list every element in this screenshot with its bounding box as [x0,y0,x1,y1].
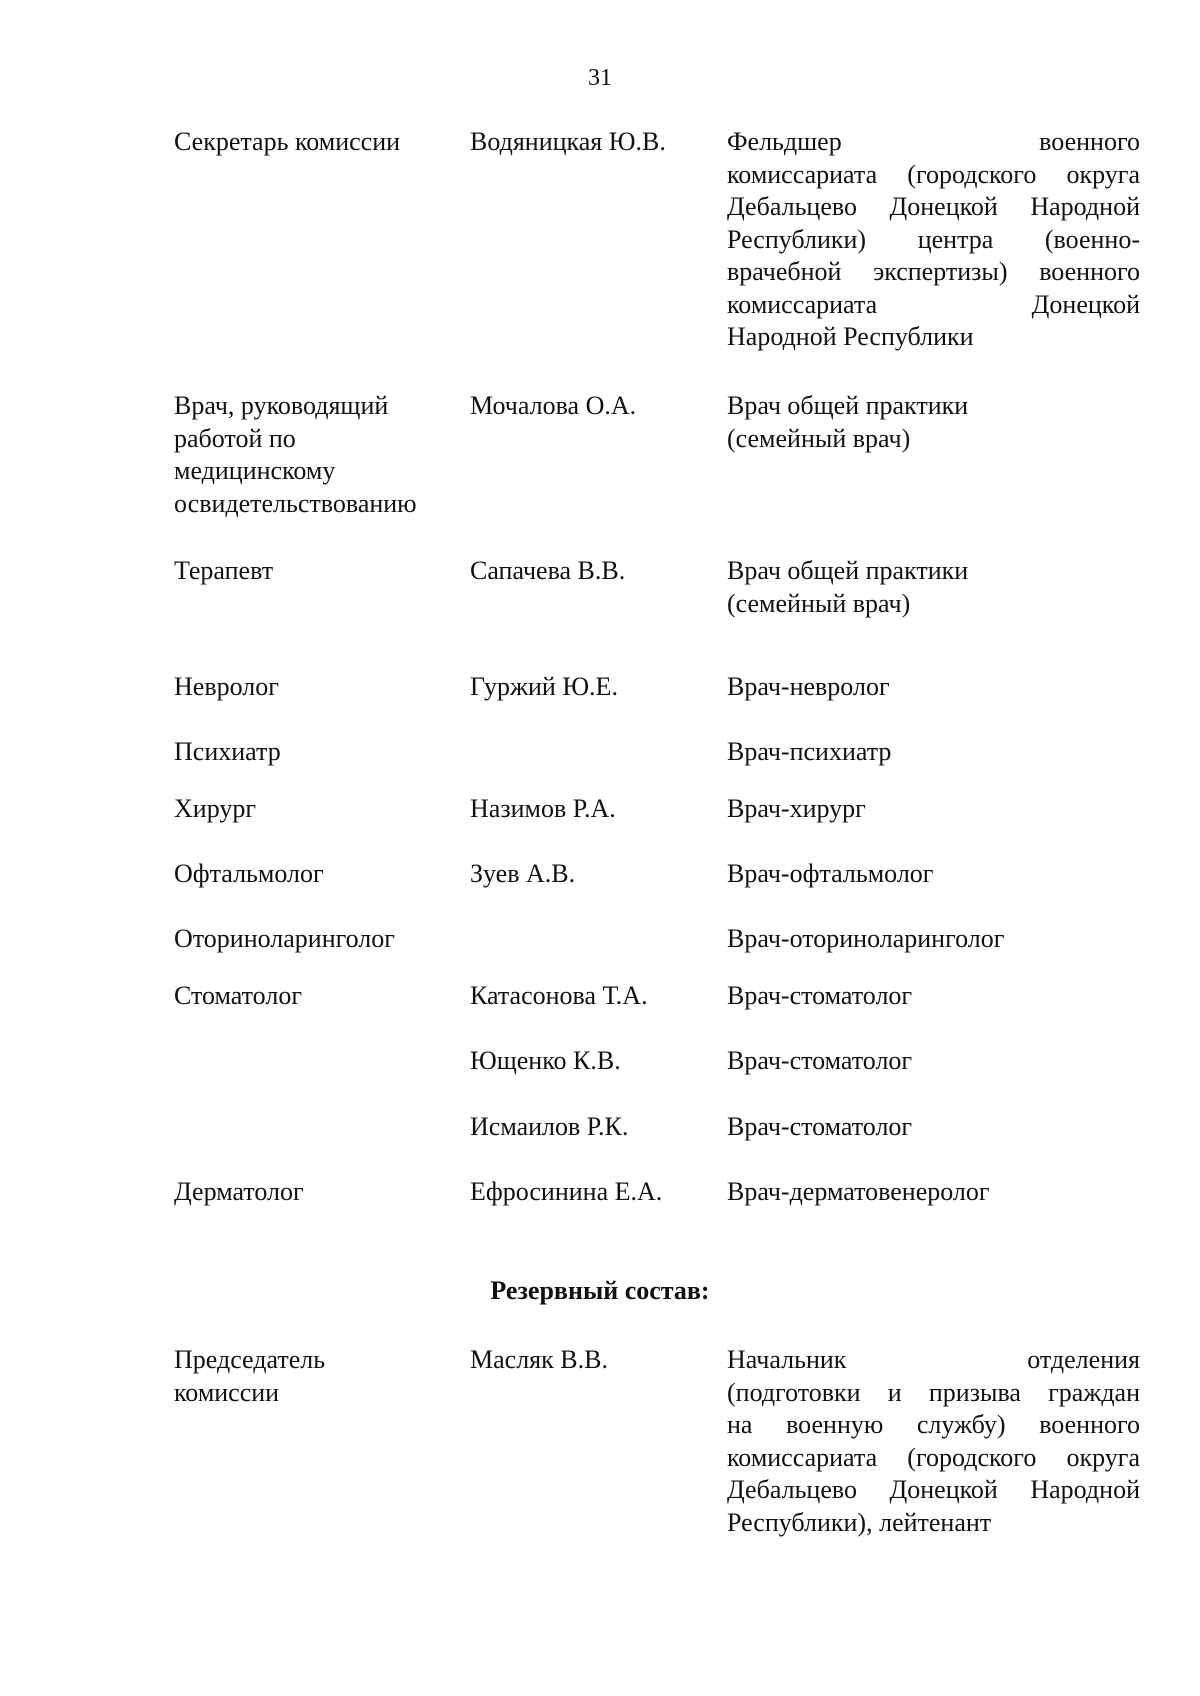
table-row [174,390,1140,520]
position-line: (семейный врач) [727,423,911,453]
role-line: Оториноларинголог [174,924,395,953]
member-name [470,923,727,956]
table-row [174,1176,1140,1209]
role-line: комиссии [174,1377,280,1407]
position-line: Врач общей практики [727,556,969,585]
position-line: Врач общей практики [727,391,969,420]
position-cell [727,793,1140,826]
position-line: Республики) центра (военно- [727,224,1140,254]
position-cell [727,1045,1140,1078]
position-cell [727,980,1140,1013]
member-name: Сапачева В.В. [470,556,626,585]
role-cell [174,1176,470,1209]
position-cell [727,671,1140,704]
table-row [174,793,1140,826]
role-line: Дерматолог [174,1177,304,1206]
position-line: Врач-стоматолог [727,1046,913,1075]
table-row [174,1344,1140,1539]
role-line: Стоматолог [174,981,302,1010]
position-line: Врач-дерматовенеролог [727,1177,990,1206]
position-cell [727,555,1140,620]
table-row [174,1111,1140,1144]
table-row [174,980,1140,1013]
position-line: Врач-хирург [727,794,866,823]
role-cell [174,736,470,769]
role-line: Невролог [174,672,279,701]
role-line: Хирург [174,794,257,823]
role-line: Терапевт [174,556,274,585]
position-line: Врач-невролог [727,672,890,701]
position-line: Врач-стоматолог [727,981,913,1010]
position-line: Дебальцево Донецкой Народной [727,192,1140,221]
role-line: Офтальмолог [174,859,324,888]
member-name: Водяницкая Ю.В. [470,127,666,156]
position-line: Врач-офтальмолог [727,859,934,888]
role-line: Секретарь комиссии [174,127,401,156]
role-cell [174,1344,470,1539]
role-cell [174,1111,470,1144]
member-name: Ефросинина Е.А. [470,1177,663,1206]
table-row [174,555,1140,620]
member-name: Масляк В.В. [470,1345,608,1374]
position-cell [727,1344,1140,1539]
role-cell [174,923,470,956]
position-line: на военную службу) военного [727,1410,1140,1439]
position-line: врачебной экспертизы) военного [727,257,1140,286]
role-cell [174,671,470,704]
role-line: работой по [174,423,296,453]
role-line: освидетельствованию [174,488,417,518]
table-row [174,671,1140,704]
position-line: (семейный врач) [727,588,911,618]
position-cell [727,923,1140,956]
member-name: Зуев А.В. [470,859,576,888]
position-line: (подготовки и призыва граждан [727,1377,1140,1407]
page-number: 31 [588,65,612,91]
role-cell [174,1045,470,1078]
table-row [174,126,1140,354]
role-line: Врач, руководящий [174,391,389,420]
role-line: медицинскому [174,456,336,485]
position-line: Фельдшер военного [727,127,1140,156]
position-cell [727,858,1140,891]
role-cell [174,390,470,520]
position-cell [727,390,1140,520]
role-line: Председатель [174,1345,326,1374]
table-row [174,1045,1140,1078]
position-line: Врач-психиатр [727,737,892,766]
role-line: Психиатр [174,737,281,766]
position-line: Врач-стоматолог [727,1112,913,1141]
member-name: Гуржий Ю.Е. [470,672,618,701]
role-cell [174,126,470,354]
table-row [174,923,1140,956]
member-name: Ющенко К.В. [470,1046,621,1075]
member-name: Назимов Р.А. [470,794,616,823]
position-line: комиссариата Донецкой [727,289,1140,319]
member-name: Мочалова О.А. [470,391,637,420]
position-line: Дебальцево Донецкой Народной [727,1475,1140,1504]
member-name: Катасонова Т.А. [470,981,648,1010]
position-cell [727,126,1140,354]
position-line: Начальник отделения [727,1345,1140,1374]
position-cell [727,1176,1140,1209]
role-cell [174,858,470,891]
position-line: комиссариата (городского округа [727,159,1140,189]
position-line: Врач-оториноларинголог [727,924,1005,953]
reserve-heading: Резервный состав: [490,1276,710,1305]
member-name: Исмаилов Р.К. [470,1112,629,1141]
position-cell [727,1111,1140,1144]
role-cell [174,555,470,620]
position-line: комиссариата (городского округа [727,1442,1140,1472]
role-cell [174,980,470,1013]
table-row [174,858,1140,891]
table-row [174,736,1140,769]
member-name [470,736,727,769]
position-cell [727,736,1140,769]
role-cell [174,793,470,826]
position-line: Народной Республики [727,322,974,351]
position-line: Республики), лейтенант [727,1507,992,1537]
